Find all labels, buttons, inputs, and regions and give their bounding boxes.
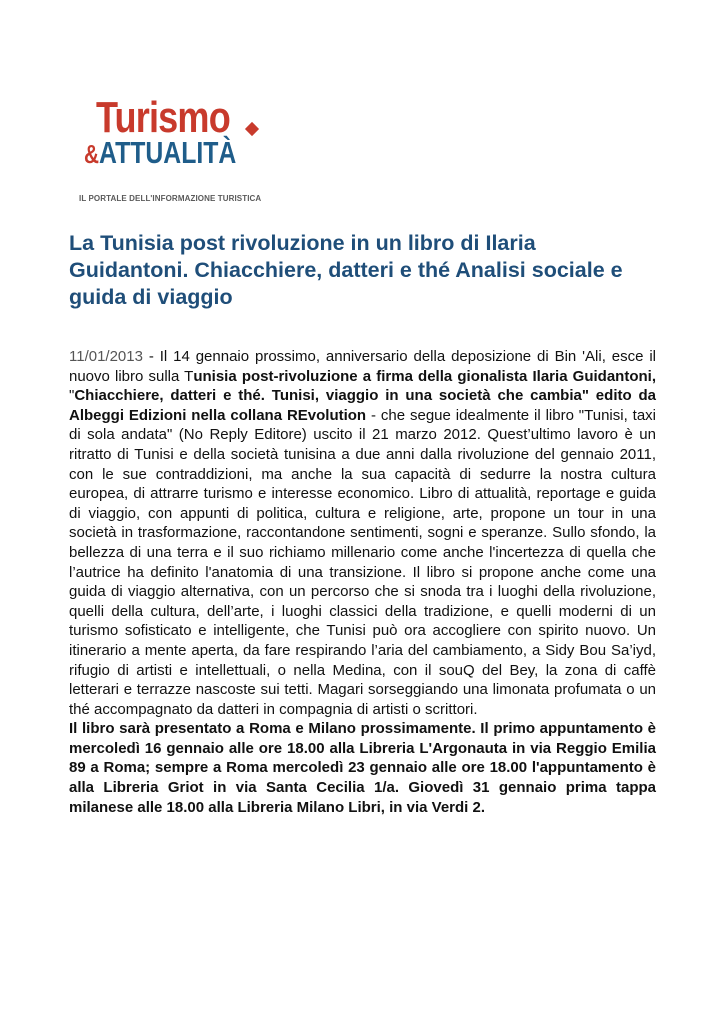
logo-ampersand: & xyxy=(84,139,100,169)
logo-wordmark-attualita xyxy=(84,137,236,170)
article-events-paragraph: Il libro sarà presentato a Roma e Milano prossimamente. Il primo appuntamento è mercoledì 16 gennaio alle ore 18.00 alla Libreria L'Argonauta in via Reggio Emilia 89 a Roma; sempre a Roma mercoledì 23 gennaio alle ore 18.00 l'appuntamento è alla Libreria Griot in via Santa Cecilia 1/a. Giovedì 31 gennaio prima tappa milanese alle 18.00 alla Libreria Milano Libri, in via Verdi 2. xyxy=(69,720,656,816)
article-intro-bold: unisia post-rivoluzione a firma della gionalista Ilaria Guidantoni, xyxy=(193,367,656,385)
article-description-text: - che segue idealmente il libro "Tunisi, taxi di sola andata" (No Reply Editore) uscito il 21 marzo 2012. Quest’ultimo lavoro è un ritratto di Tunisi e della società tunisina a due anni dalla rivoluzione del gennaio 2011, con le sue contraddizioni, ma anche la sua capacità di sedurre la nostra cultura europea, di attrarre turismo e interesse economico. Libro di attualità, reportage e guida di viaggio, con appunti di politica, cultura e religione, arte, propone un tour in una società in trasformazione, raccontandone sentimenti, sogni e speranze. Sullo sfondo, la bellezza di una terra e il suo richiamo millenario come anche l'incertezza di quella che l’autrice ha definito l'anatomia di una transizione. Il libro si propone anche come una guida di viaggio alternativa, con un percorso che si snoda tra i luoghi della rivoluzione, quelli della cultura, dell’arte, i luoghi classici della tradizione, e quelli moderni di un turismo sofisticato e intelligente, che Tunisi può ora accogliere con spirito nuovo. Un itinerario a mente aperta, da fare respirando l’aria del cambiamento, a Sidy Bou Sa’iyd, rifugio di artisti e intellettuali, o nella Medina, con il souQ del Bey, la zona di caffè letterari e terrazze nascoste sui tetti. Magari sorseggiando una limonata profumata o un thé accompagnato da datteri in compagnia di artisti o scrittori. xyxy=(69,406,656,718)
article-title: La Tunisia post rivoluzione in un libro di Ilaria Guidantoni. Chiacchiere, datteri e thé Analisi sociale e guida di viaggio xyxy=(69,231,623,309)
article-body xyxy=(69,347,656,817)
logo-diamond-icon xyxy=(245,122,259,136)
logo-attualita-text: ATTUALITÀ xyxy=(99,135,237,170)
article-intro-text: - Il 14 gennaio prossimo, anniversario della deposizione di Bin 'Ali, esce il nuovo libro sulla T xyxy=(69,348,656,385)
logo-wordmark-turismo: Turismo xyxy=(96,93,230,142)
site-logo xyxy=(84,93,274,176)
site-tagline: IL PORTALE DELL'INFORMAZIONE TURISTICA xyxy=(79,194,262,203)
article-book-title-bold: Chiacchiere, datteri e thé. Tunisi, viaggio in una società che cambia" edito da Albeggi Edizioni nella collana REvolution xyxy=(69,387,656,424)
article-date: 11/01/2013 xyxy=(69,348,143,365)
article-quote-mark: " xyxy=(69,387,75,405)
